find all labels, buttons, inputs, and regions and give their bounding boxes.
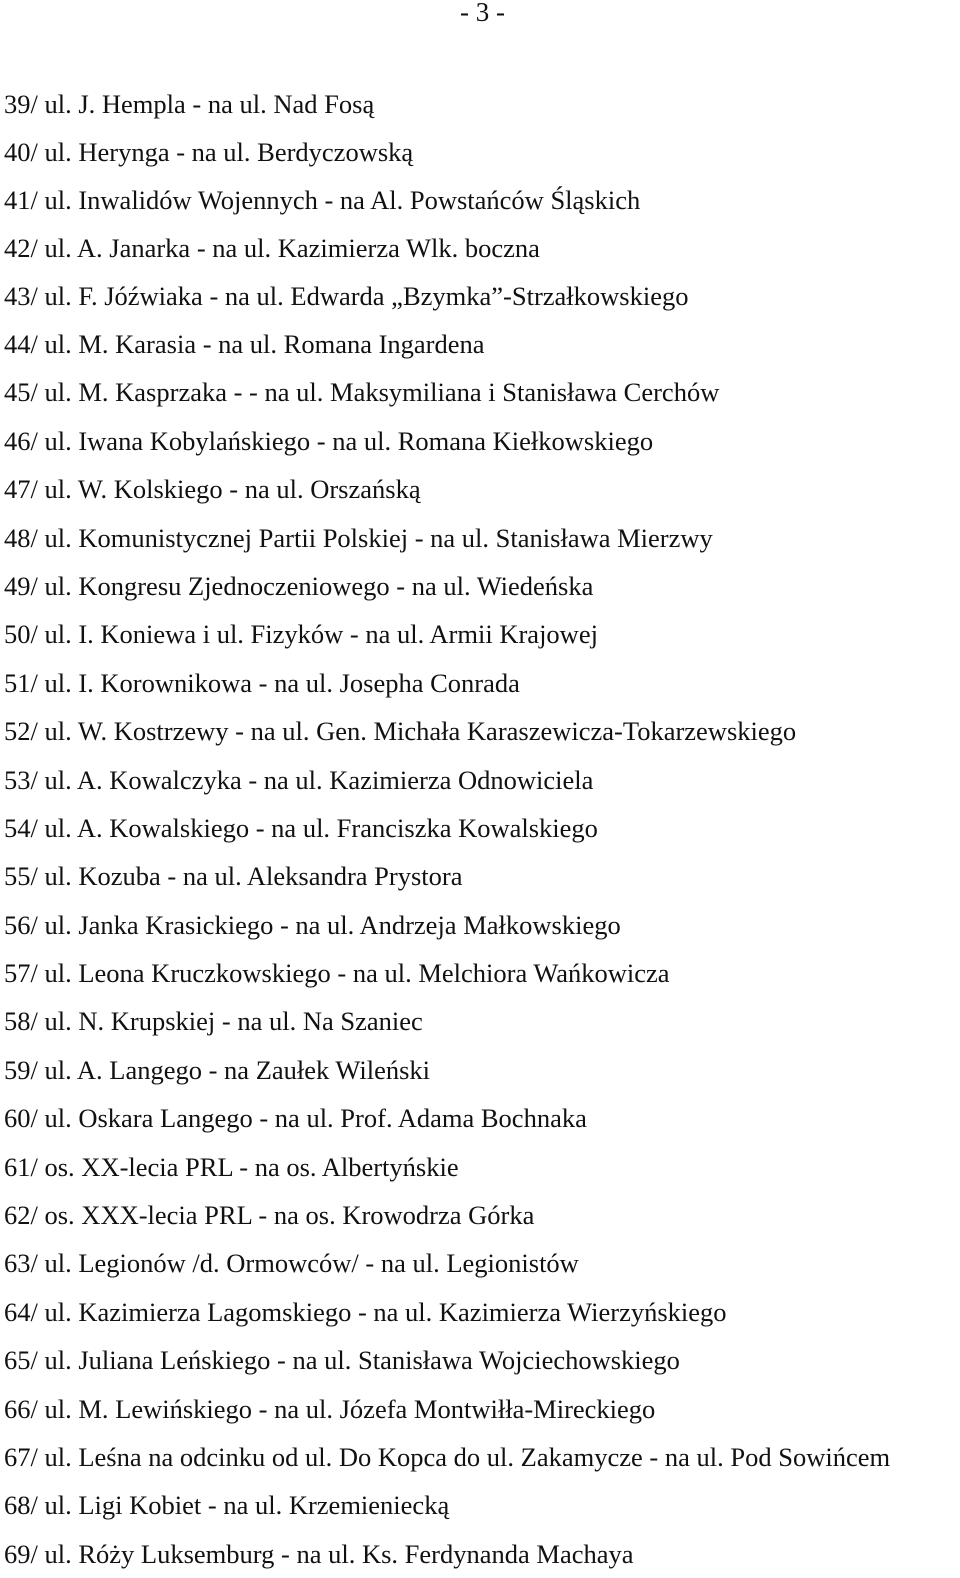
page-number: - 3 -: [460, 0, 505, 27]
list-item: 55/ ul. Kozuba - na ul. Aleksandra Prystora: [4, 861, 463, 892]
list-item: 65/ ul. Juliana Leńskiego - na ul. Stanisława Wojciechowskiego: [4, 1345, 680, 1376]
list-item: 64/ ul. Kazimierza Lagomskiego - na ul. Kazimierza Wierzyńskiego: [4, 1296, 727, 1327]
list-item: 53/ ul. A. Kowalczyka - na ul. Kazimierza Odnowiciela: [4, 764, 594, 795]
list-item: 51/ ul. I. Korownikowa - na ul. Josepha Conrada: [4, 667, 520, 698]
list-item: 46/ ul. Iwana Kobylańskiego - na ul. Romana Kiełkowskiego: [4, 425, 654, 456]
list-item: 67/ ul. Leśna na odcinku od ul. Do Kopca do ul. Zakamycze - na ul. Pod Sowińcem: [4, 1441, 891, 1472]
list-item: 50/ ul. I. Koniewa i ul. Fizyków - na ul. Armii Krajowej: [4, 619, 598, 650]
list-item: 62/ os. XXX-lecia PRL - na os. Krowodrza Górka: [4, 1200, 535, 1231]
list-item: 52/ ul. W. Kostrzewy - na ul. Gen. Michała Karaszewicza-Tokarzewskiego: [4, 716, 797, 747]
list-item: 59/ ul. A. Langego - na Zaułek Wileński: [4, 1054, 431, 1085]
list-item: 42/ ul. A. Janarka - na ul. Kazimierza Wlk. boczna: [4, 233, 540, 263]
list-item: 44/ ul. M. Karasia - na ul. Romana Ingardena: [4, 329, 485, 359]
list-item: 61/ os. XX-lecia PRL - na os. Albertyńskie: [4, 1151, 459, 1182]
list-item: 39/ ul. J. Hempla - na ul. Nad Fosą: [4, 89, 375, 119]
list-item: 57/ ul. Leona Kruczkowskiego - na ul. Melchiora Wańkowicza: [4, 958, 670, 989]
list-item: 66/ ul. M. Lewińskiego - na ul. Józefa Montwiłła-Mireckiego: [4, 1393, 656, 1424]
list-item: 63/ ul. Legionów /d. Ormowców/ - na ul. Legionistów: [4, 1248, 579, 1279]
list-item: 60/ ul. Oskara Langego - na ul. Prof. Adama Bochnaka: [4, 1103, 587, 1134]
list-item: 40/ ul. Herynga - na ul. Berdyczowską: [4, 137, 414, 167]
list-item: 41/ ul. Inwalidów Wojennych - na Al. Powstańców Śląskich: [4, 185, 641, 215]
list-item: 56/ ul. Janka Krasickiego - na ul. Andrzeja Małkowskiego: [4, 909, 621, 940]
list-item: 43/ ul. F. Jóźwiaka - na ul. Edwarda „Bzymka”-Strzałkowskiego: [4, 281, 689, 311]
list-item: 69/ ul. Róży Luksemburg - na ul. Ks. Ferdynanda Machaya: [4, 1538, 634, 1569]
street-rename-list: [4, 80, 890, 1578]
list-item: 68/ ul. Ligi Kobiet - na ul. Krzemieniecką: [4, 1490, 450, 1521]
list-item: 47/ ul. W. Kolskiego - na ul. Orszańską: [4, 474, 421, 505]
list-item: 48/ ul. Komunistycznej Partii Polskiej - na ul. Stanisława Mierzwy: [4, 522, 713, 553]
list-item: 45/ ul. M. Kasprzaka - - na ul. Maksymiliana i Stanisława Cerchów: [4, 377, 720, 408]
list-item: 58/ ul. N. Krupskiej - na ul. Na Szaniec: [4, 1006, 423, 1037]
list-item: 54/ ul. A. Kowalskiego - na ul. Franciszka Kowalskiego: [4, 812, 598, 843]
list-item: 49/ ul. Kongresu Zjednoczeniowego - na ul. Wiedeńska: [4, 570, 594, 601]
